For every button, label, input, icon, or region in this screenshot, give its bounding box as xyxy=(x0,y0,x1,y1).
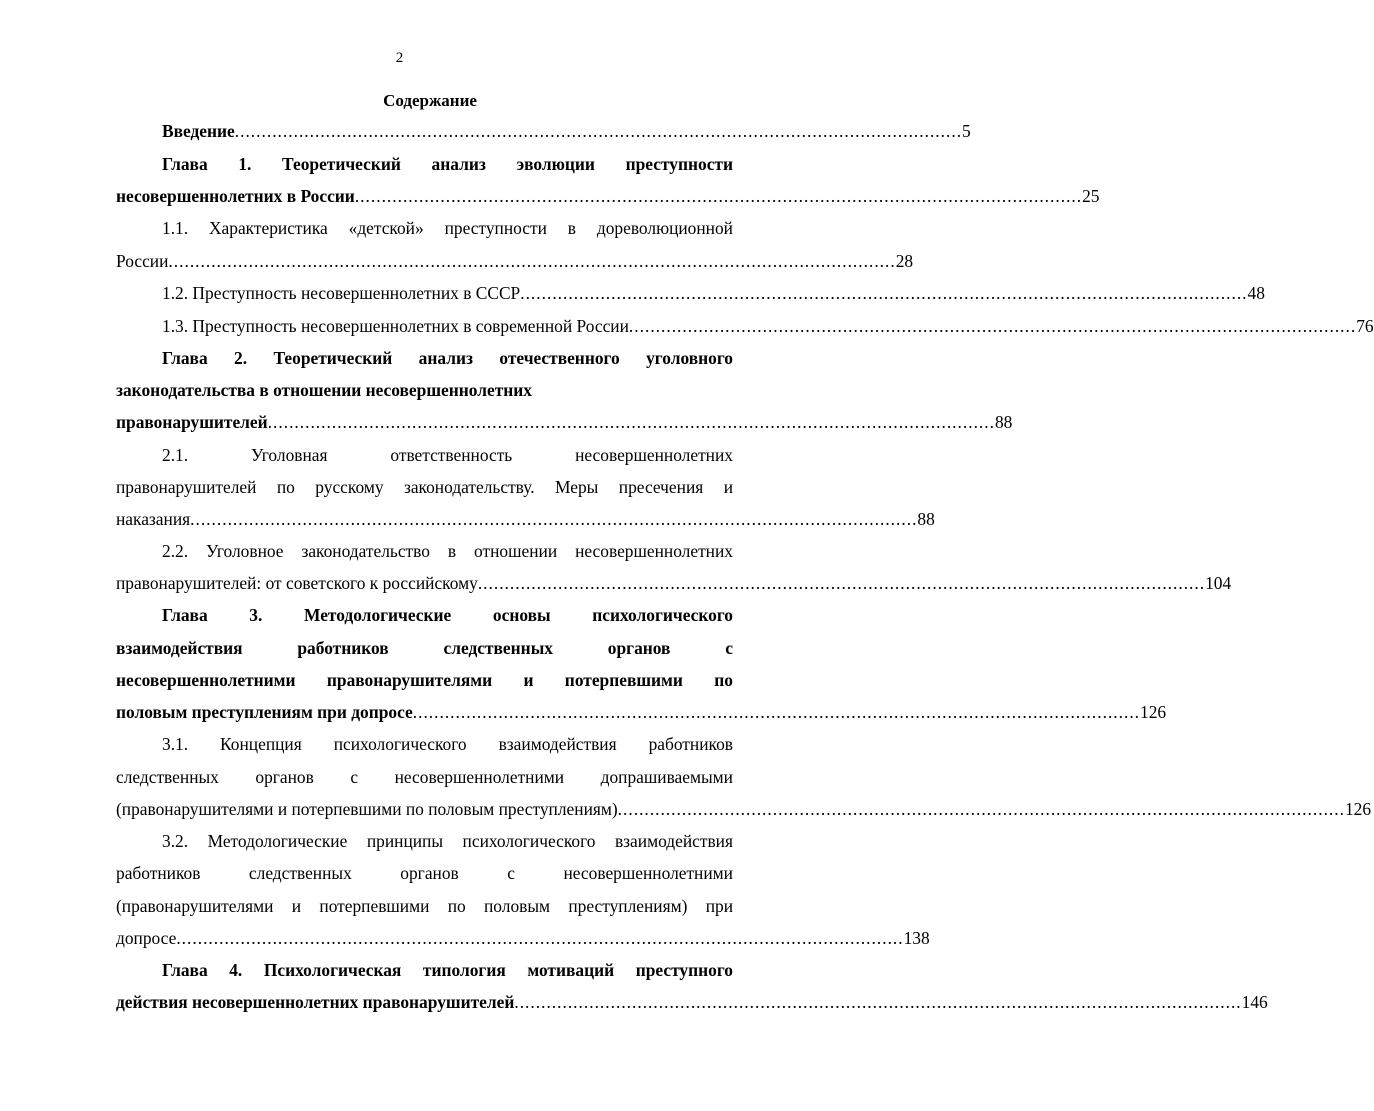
toc-page-number: 28 xyxy=(895,251,914,271)
toc-section-1-1-line-2: России ........................................................................................................................................ 28 xyxy=(116,251,914,271)
toc-section-3-2-line-3: (правонарушителями и потерпевшими по половым преступлениям) при xyxy=(116,896,733,916)
page-number: 2 xyxy=(395,50,404,66)
page-title: Содержание xyxy=(383,91,477,110)
toc-page-number: 126 xyxy=(1344,799,1372,819)
toc-chapter-3-line-1: Глава 3. Методологические основы психологического xyxy=(162,605,733,625)
toc-page-number: 48 xyxy=(1247,283,1265,303)
leader-dots: ........................................................................................................................................ xyxy=(514,992,1242,1012)
toc-chapter-2-line-1: Глава 2. Теоретический анализ отечественного уголовного xyxy=(162,348,733,368)
toc-chapter-4-line-1: Глава 4. Психологическая типология мотиваций преступного xyxy=(162,960,733,980)
toc-page-number: 126 xyxy=(1140,702,1167,722)
leader-dots: ........................................................................................................................................ xyxy=(267,412,995,432)
toc-section-3-2-line-2: работников следственных органов с несовершеннолетними xyxy=(116,863,733,883)
leader-dots: ........................................................................................................................................ xyxy=(354,186,1083,206)
toc-page-number: 88 xyxy=(917,509,935,529)
leader-dots: ........................................................................................................................................ xyxy=(168,251,896,271)
toc-section-1-3: 1.3. Преступность несовершеннолетних в современной России ........................................................................................................................................ 76 xyxy=(162,316,1374,336)
toc-chapter-1-line-1: Глава 1. Теоретический анализ эволюции преступности xyxy=(162,154,733,174)
toc-page-number: 104 xyxy=(1205,573,1232,593)
leader-dots: ........................................................................................................................................ xyxy=(617,799,1345,819)
leader-dots: ........................................................................................................................................ xyxy=(234,121,963,141)
toc-section-2-1-line-2: правонарушителей по русскому законодательству. Меры пресечения и xyxy=(116,477,733,497)
toc-section-3-1-line-2: следственных органов с несовершеннолетними допрашиваемыми xyxy=(116,767,733,787)
leader-dots: ........................................................................................................................................ xyxy=(477,573,1206,593)
toc-chapter-3-line-4: половым преступлениям при допросе ........................................................................................................................................ 126 xyxy=(116,702,1167,722)
toc-section-3-1-line-3: (правонарушителями и потерпевшими по половым преступлениям) ........................................................................................................................................ 126 xyxy=(116,799,1372,819)
toc-entry-text: Введение xyxy=(162,121,235,141)
toc-section-2-1-line-3: наказания ........................................................................................................................................ 88 xyxy=(116,509,935,529)
toc-chapter-2-line-2: законодательства в отношении несовершеннолетних xyxy=(116,380,532,400)
toc-section-1-2: 1.2. Преступность несовершеннолетних в СССР ........................................................................................................................................ 48 xyxy=(162,283,1265,303)
toc-chapter-1-line-2: несовершеннолетних в России ........................................................................................................................................ 25 xyxy=(116,186,1100,206)
toc-chapter-3-line-3: несовершеннолетними правонарушителями и потерпевшими по xyxy=(116,670,733,690)
toc-section-3-2-line-1: 3.2. Методологические принципы психологического взаимодействия xyxy=(162,831,733,851)
toc-section-2-1-line-1: 2.1. Уголовная ответственность несовершеннолетних xyxy=(162,445,733,465)
toc-section-3-2-line-4: допросе ........................................................................................................................................ 138 xyxy=(116,928,930,948)
toc-page-number: 76 xyxy=(1356,316,1374,336)
toc-page-number: 5 xyxy=(962,121,971,141)
toc-chapter-2-line-3: правонарушителей ........................................................................................................................................ 88 xyxy=(116,412,1013,432)
leader-dots: ........................................................................................................................................ xyxy=(176,928,904,948)
leader-dots: ........................................................................................................................................ xyxy=(628,316,1357,336)
toc-chapter-3-line-2: взаимодействия работников следственных органов с xyxy=(116,638,733,658)
toc-section-1-1-line-1: 1.1. Характеристика «детской» преступности в дореволюционной xyxy=(162,218,733,238)
leader-dots: ........................................................................................................................................ xyxy=(190,509,918,529)
toc-entry-intro xyxy=(162,119,971,143)
leader-dots: ........................................................................................................................................ xyxy=(520,283,1248,303)
toc-page-number: 88 xyxy=(994,412,1013,432)
toc-section-2-2-line-2: правонарушителей: от советского к российскому ........................................................................................................................................ 104 xyxy=(116,573,1232,593)
toc-section-3-1-line-1: 3.1. Концепция психологического взаимодействия работников xyxy=(162,734,733,754)
leader-dots: ........................................................................................................................................ xyxy=(412,702,1141,722)
toc-page-number: 138 xyxy=(903,928,930,948)
toc-page-number: 146 xyxy=(1241,992,1268,1012)
toc-chapter-4-line-2: действия несовершеннолетних правонарушителей ........................................................................................................................................ 146 xyxy=(116,992,1268,1012)
toc-section-2-2-line-1: 2.2. Уголовное законодательство в отношении несовершеннолетних xyxy=(162,541,733,561)
toc-page-number: 25 xyxy=(1082,186,1100,206)
